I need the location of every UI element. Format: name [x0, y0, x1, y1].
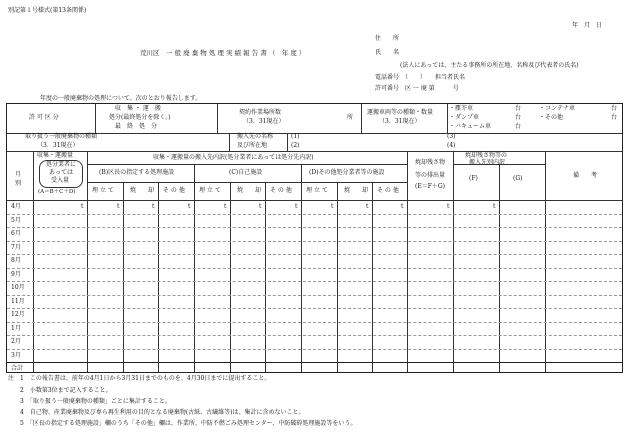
data-cell[interactable]: [500, 269, 544, 281]
data-cell[interactable]: [159, 242, 193, 254]
report-title: 荒川区 一 般 廃 棄 物 処 理 実 績 報 告 書 （ 年 度 ）: [140, 49, 306, 57]
address-label: 住 所: [375, 35, 400, 42]
data-cell[interactable]: [454, 336, 498, 348]
data-cell[interactable]: [159, 363, 193, 375]
data-cell[interactable]: [373, 201, 406, 213]
data-cell[interactable]: [373, 282, 406, 294]
data-cell[interactable]: [546, 296, 621, 308]
data-cell[interactable]: [373, 363, 406, 375]
data-cell[interactable]: [500, 228, 544, 240]
remarks-header: 備 考: [573, 172, 598, 179]
data-cell[interactable]: [34, 350, 86, 362]
destination-2: (2): [291, 142, 300, 149]
residue-dest-header-line2: 搬入先別内訳: [469, 159, 506, 166]
vehicle-label: 運搬車両等の種類・数量: [367, 109, 434, 116]
data-cell[interactable]: [266, 242, 300, 254]
sub-other-b: そ の 他: [163, 187, 185, 194]
data-cell[interactable]: [88, 201, 122, 213]
data-cell[interactable]: [338, 255, 371, 267]
data-cell[interactable]: [546, 363, 621, 375]
note-4: 4 自己物、産業廃棄物及び専ら再生利用の目的となる廃棄物(古紙、古繊維等)は、集計に含めないこと。: [20, 409, 305, 416]
data-cell[interactable]: [124, 350, 157, 362]
data-cell[interactable]: [500, 255, 544, 267]
data-cell[interactable]: [195, 228, 229, 240]
data-cell[interactable]: [546, 309, 621, 321]
data-cell[interactable]: [500, 323, 544, 335]
data-cell[interactable]: [546, 269, 621, 281]
data-cell[interactable]: [338, 228, 371, 240]
unit-label: t: [295, 203, 298, 210]
vehicle-vacuum-truck: ・バキューム車: [449, 123, 492, 130]
data-cell[interactable]: [159, 215, 193, 227]
data-cell[interactable]: [231, 336, 264, 348]
residue-dest-header-line1: 焼却残さ物等の: [465, 152, 508, 159]
data-cell[interactable]: [454, 228, 498, 240]
data-cell[interactable]: [454, 296, 498, 308]
date-label: 年 月 日: [572, 22, 603, 29]
data-cell[interactable]: [88, 363, 122, 375]
corporation-note: (法人にあっては、主たる事務所の所在地、名称及び代表者の氏名): [400, 62, 579, 69]
sub-landfill-d: 埋 立 て: [306, 187, 328, 194]
data-cell[interactable]: [546, 242, 621, 254]
data-cell[interactable]: [88, 269, 122, 281]
vehicle-other: ・その他: [539, 114, 564, 121]
data-cell[interactable]: [408, 201, 452, 213]
destination-address-label: 及び所在地: [237, 142, 268, 149]
month-label: 1月: [11, 324, 21, 332]
vehicle-garbage-truck: ・塵芥車: [449, 105, 474, 112]
report-form: [6, 103, 623, 373]
data-cell[interactable]: [195, 215, 229, 227]
data-cell[interactable]: [408, 255, 452, 267]
data-cell[interactable]: [88, 242, 122, 254]
data-cell[interactable]: [454, 201, 498, 213]
vehicle-container-truck: ・コンテナ車: [539, 105, 576, 112]
data-cell[interactable]: [34, 323, 86, 335]
data-cell[interactable]: [231, 255, 264, 267]
unit-label: t: [117, 203, 120, 210]
data-cell[interactable]: [124, 323, 157, 335]
data-cell[interactable]: [373, 296, 406, 308]
data-cell[interactable]: [124, 296, 157, 308]
data-cell[interactable]: [302, 228, 336, 240]
data-cell[interactable]: [338, 350, 371, 362]
data-cell[interactable]: [302, 269, 336, 281]
data-cell[interactable]: [34, 309, 86, 321]
data-cell[interactable]: [124, 336, 157, 348]
note-3: 3 「取り扱う一般廃棄物の種類」ごとに集計すること。: [20, 398, 171, 405]
data-cell[interactable]: [302, 282, 336, 294]
residue-header-line1: 焼却残さ物: [415, 159, 446, 166]
data-cell[interactable]: [266, 336, 300, 348]
data-cell[interactable]: [408, 269, 452, 281]
data-cell[interactable]: [500, 242, 544, 254]
data-cell[interactable]: [266, 296, 300, 308]
data-cell[interactable]: [546, 255, 621, 267]
final-disposal-label: 最 終 処 分: [115, 123, 158, 130]
data-cell[interactable]: [88, 296, 122, 308]
data-cell[interactable]: [338, 242, 371, 254]
data-cell[interactable]: [302, 363, 336, 375]
data-cell[interactable]: [302, 255, 336, 267]
data-cell[interactable]: [231, 201, 264, 213]
data-cell[interactable]: [408, 228, 452, 240]
data-cell[interactable]: [302, 350, 336, 362]
data-cell[interactable]: [266, 201, 300, 213]
waste-type-date: （3．31現在）: [37, 142, 79, 149]
unit-label: t: [259, 203, 262, 210]
data-cell[interactable]: [302, 323, 336, 335]
data-cell[interactable]: [34, 282, 86, 294]
data-cell[interactable]: [408, 282, 452, 294]
data-cell[interactable]: [373, 323, 406, 335]
data-cell[interactable]: [195, 282, 229, 294]
total-header-line2: 処分業者に: [46, 161, 77, 168]
data-cell[interactable]: [266, 309, 300, 321]
data-cell[interactable]: [373, 269, 406, 281]
data-cell[interactable]: [88, 215, 122, 227]
data-cell[interactable]: [124, 363, 157, 375]
data-cell[interactable]: [338, 296, 371, 308]
data-cell[interactable]: [124, 255, 157, 267]
delivery-header: 収集・運搬量の搬入先内訳(処分業者にあっては処分先内訳): [153, 154, 314, 161]
data-cell[interactable]: [408, 242, 452, 254]
unit-label: t: [366, 203, 369, 210]
unit-label: t: [224, 203, 227, 210]
data-cell[interactable]: [373, 309, 406, 321]
data-cell[interactable]: [373, 242, 406, 254]
month-label: 6月: [11, 230, 21, 237]
unit-label: t: [81, 203, 84, 210]
destination-name-label: 搬入先の名称: [237, 133, 274, 140]
data-cell[interactable]: [124, 269, 157, 281]
data-cell[interactable]: [231, 309, 264, 321]
data-cell[interactable]: [546, 228, 621, 240]
data-cell[interactable]: [159, 309, 193, 321]
data-cell[interactable]: [124, 309, 157, 321]
data-cell[interactable]: [408, 323, 452, 335]
data-cell[interactable]: [546, 201, 621, 213]
sub-landfill-c: 埋 立 て: [199, 187, 221, 194]
data-cell[interactable]: [373, 215, 406, 227]
total-header-line5: (A＝B＋C＋D): [38, 189, 76, 195]
vehicle-dump-truck: ・ダンプ車: [449, 114, 480, 121]
data-cell[interactable]: [500, 201, 544, 213]
month-label: 2月: [11, 338, 21, 345]
data-cell[interactable]: [159, 323, 193, 335]
data-cell[interactable]: [159, 282, 193, 294]
waste-type-label: 取り扱う一般廃棄物の種類: [25, 133, 98, 140]
data-cell[interactable]: [302, 336, 336, 348]
data-cell[interactable]: [231, 242, 264, 254]
data-cell[interactable]: [546, 350, 621, 362]
data-cell[interactable]: [231, 296, 264, 308]
data-cell[interactable]: [373, 255, 406, 267]
data-cell[interactable]: [34, 255, 86, 267]
data-cell[interactable]: [159, 296, 193, 308]
data-cell[interactable]: [88, 255, 122, 267]
data-cell[interactable]: [195, 255, 229, 267]
data-cell[interactable]: [231, 350, 264, 362]
data-cell[interactable]: [500, 296, 544, 308]
phone-label: 電話番号 （ ） 担当者氏名: [375, 74, 466, 81]
data-cell[interactable]: [546, 215, 621, 227]
data-cell[interactable]: [34, 296, 86, 308]
data-cell[interactable]: [266, 215, 300, 227]
data-cell[interactable]: [338, 309, 371, 321]
data-cell[interactable]: [338, 201, 371, 213]
data-cell[interactable]: [454, 282, 498, 294]
data-cell[interactable]: [88, 350, 122, 362]
data-cell[interactable]: [338, 363, 371, 375]
data-cell[interactable]: [195, 242, 229, 254]
data-cell[interactable]: [338, 215, 371, 227]
data-cell[interactable]: [454, 242, 498, 254]
data-cell[interactable]: [159, 269, 193, 281]
data-cell[interactable]: [34, 363, 86, 375]
g-label: (G): [513, 175, 523, 182]
total-header-line1: 収集・運搬量: [37, 152, 74, 159]
intro-text: 年度の一般廃棄物の処理について、次のとおり報告します。: [40, 95, 202, 102]
residue-header-line2: 等の排出量: [415, 172, 446, 179]
data-cell[interactable]: [195, 309, 229, 321]
total-header-line4: 受入量: [51, 177, 70, 184]
data-cell[interactable]: [88, 282, 122, 294]
data-cell[interactable]: [88, 323, 122, 335]
form-number: 別記第１号様式(第13条関係): [8, 7, 87, 14]
data-cell[interactable]: [338, 336, 371, 348]
group-d-header: (D)その他処分業者等の施設: [309, 169, 385, 176]
data-cell[interactable]: [302, 215, 336, 227]
month-label: 5月: [11, 216, 21, 224]
sub-incinerate-c: 焼 却: [237, 187, 262, 194]
data-cell[interactable]: [266, 228, 300, 240]
data-cell[interactable]: [231, 323, 264, 335]
month-label: 9月: [11, 270, 21, 278]
data-cell[interactable]: [124, 282, 157, 294]
data-cell[interactable]: [195, 269, 229, 281]
month-label: 12月: [11, 311, 25, 318]
data-cell[interactable]: [34, 336, 86, 348]
data-cell[interactable]: [546, 282, 621, 294]
data-cell[interactable]: [546, 336, 621, 348]
unit-label: t: [188, 203, 191, 210]
data-cell[interactable]: [159, 336, 193, 348]
total-header-line3: あっては: [49, 169, 73, 176]
data-cell[interactable]: [159, 228, 193, 240]
data-cell[interactable]: [124, 242, 157, 254]
work-site-date: （3．31現在）: [243, 118, 285, 125]
note-2: 2 小数第3位まで記入すること。: [20, 387, 112, 394]
unit-label: t: [152, 203, 155, 210]
data-cell[interactable]: [34, 228, 86, 240]
unit-label: t: [331, 203, 334, 210]
permit-type-label: 許 可 区 分: [29, 114, 59, 121]
group-c-header: (C)自己施設: [229, 169, 263, 176]
data-cell[interactable]: [266, 363, 300, 375]
data-cell[interactable]: [373, 336, 406, 348]
data-cell[interactable]: [34, 269, 86, 281]
destination-3: (3): [447, 133, 456, 140]
data-cell[interactable]: [159, 201, 193, 213]
data-cell[interactable]: [34, 215, 86, 227]
data-cell[interactable]: [124, 228, 157, 240]
data-cell[interactable]: [124, 201, 157, 213]
data-cell[interactable]: [34, 242, 86, 254]
data-cell[interactable]: [454, 363, 498, 375]
unit-label: t: [447, 203, 450, 210]
data-cell[interactable]: [231, 228, 264, 240]
data-cell[interactable]: [124, 215, 157, 227]
data-cell[interactable]: [500, 363, 544, 375]
data-cell[interactable]: [500, 215, 544, 227]
vehicle-unit: 台: [515, 105, 522, 112]
data-cell[interactable]: [195, 296, 229, 308]
data-cell[interactable]: [454, 323, 498, 335]
sub-incinerate-b: 焼 却: [130, 187, 155, 194]
data-cell[interactable]: [454, 309, 498, 321]
group-b-header: (B)区長の指定する処理施設: [99, 169, 175, 176]
note-1: 注 1 この報告書は、前年の4月1日から3月31日までのものを、4月30日までに提出すること。: [8, 375, 271, 382]
data-cell[interactable]: [231, 363, 264, 375]
data-cell[interactable]: [454, 350, 498, 362]
data-cell[interactable]: [454, 255, 498, 267]
data-cell[interactable]: [266, 269, 300, 281]
data-cell[interactable]: [231, 215, 264, 227]
data-cell[interactable]: [408, 336, 452, 348]
data-cell[interactable]: [408, 296, 452, 308]
permit-number-label: 許可番号 区 一 廃 第 号: [375, 85, 459, 92]
month-label: 7月: [11, 243, 21, 251]
data-cell[interactable]: [195, 323, 229, 335]
sub-other-c: そ の 他: [270, 187, 292, 194]
data-cell[interactable]: [302, 296, 336, 308]
note-5: 5 「区長の指定する処理施設」欄のうち「その他」欄は、作業所、中防不燃ごみ処理センター、中防破砕処理施設等をいう。: [20, 420, 357, 427]
month-label: 10月: [11, 284, 25, 291]
month-header: 月 別: [15, 171, 22, 187]
month-label: 8月: [11, 257, 21, 264]
vehicle-date: （3．31現在）: [379, 118, 421, 125]
data-cell[interactable]: [88, 228, 122, 240]
data-cell[interactable]: [159, 350, 193, 362]
data-cell[interactable]: [500, 350, 544, 362]
month-label: 3月: [11, 351, 21, 359]
destination-4: (4): [447, 142, 456, 149]
site-unit: 所: [347, 114, 354, 121]
data-cell[interactable]: [500, 282, 544, 294]
month-label: 11月: [11, 297, 25, 305]
data-cell[interactable]: [266, 323, 300, 335]
data-cell[interactable]: [266, 350, 300, 362]
unit-label: t: [493, 203, 496, 210]
data-cell[interactable]: [195, 201, 229, 213]
vehicle-unit: 台: [611, 105, 618, 112]
data-cell[interactable]: [159, 255, 193, 267]
data-cell[interactable]: [302, 201, 336, 213]
data-cell[interactable]: [195, 336, 229, 348]
work-site-label: 契約作業場所数: [239, 109, 282, 116]
residue-header-line3: (E＝F＋G): [415, 183, 446, 190]
data-cell[interactable]: [500, 309, 544, 321]
data-cell[interactable]: [454, 215, 498, 227]
vehicle-unit: 台: [611, 114, 618, 121]
data-cell[interactable]: [34, 201, 86, 213]
data-cell[interactable]: [408, 350, 452, 362]
month-label: 4月: [11, 203, 21, 210]
data-cell[interactable]: [195, 350, 229, 362]
destination-1: (1): [291, 133, 300, 140]
data-cell[interactable]: [373, 350, 406, 362]
data-cell[interactable]: [231, 282, 264, 294]
unit-label: t: [401, 203, 404, 210]
sub-incinerate-d: 焼 却: [344, 187, 369, 194]
data-cell[interactable]: [373, 228, 406, 240]
data-cell[interactable]: [88, 336, 122, 348]
sub-landfill-b: 埋 立 て: [92, 187, 114, 194]
data-cell[interactable]: [454, 269, 498, 281]
data-cell[interactable]: [302, 242, 336, 254]
data-cell[interactable]: [302, 309, 336, 321]
month-label: 合計: [11, 365, 24, 372]
disposal-label: 処分(最終処分を除く。): [109, 114, 171, 121]
data-cell[interactable]: [546, 323, 621, 335]
data-cell[interactable]: [408, 309, 452, 321]
data-cell[interactable]: [408, 215, 452, 227]
vehicle-unit: 台: [515, 123, 522, 130]
data-cell[interactable]: [338, 269, 371, 281]
f-label: (F): [469, 175, 478, 182]
collect-transport-label: 収 集 ・ 運 搬: [115, 105, 161, 112]
name-label: 氏 名: [375, 49, 400, 56]
data-cell[interactable]: [408, 363, 452, 375]
data-cell[interactable]: [266, 282, 300, 294]
data-cell[interactable]: [88, 309, 122, 321]
vehicle-unit: 台: [515, 114, 522, 121]
data-cell[interactable]: [500, 336, 544, 348]
data-cell[interactable]: [195, 363, 229, 375]
data-cell[interactable]: [338, 323, 371, 335]
data-cell[interactable]: [266, 255, 300, 267]
data-cell[interactable]: [231, 269, 264, 281]
data-cell[interactable]: [338, 282, 371, 294]
sub-other-d: そ の 他: [377, 187, 399, 194]
